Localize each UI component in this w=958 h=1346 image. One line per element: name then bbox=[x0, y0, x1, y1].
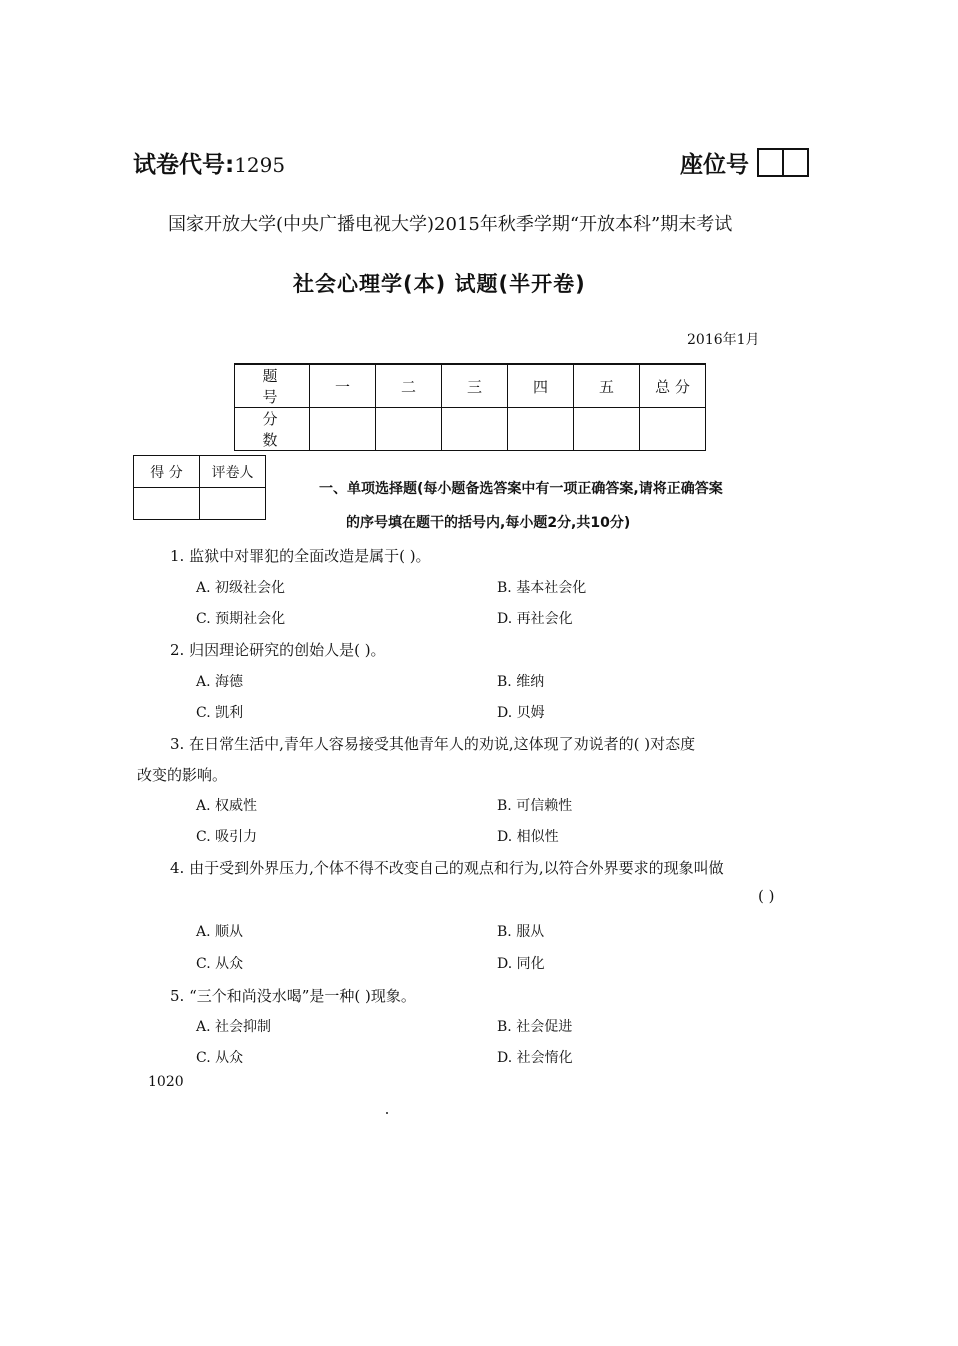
grader-table-score-label: 得 分 bbox=[134, 456, 200, 488]
page-number: 1020 bbox=[148, 1074, 184, 1090]
score-table-col: 一 bbox=[310, 364, 376, 408]
score-table-header-row bbox=[235, 364, 706, 408]
grader-name-cell bbox=[200, 488, 266, 520]
question-option: C. 凯利 bbox=[196, 705, 244, 721]
section-one-heading: 一、单项选择题(每小题备选答案中有一项正确答案,请将正确答案 bbox=[319, 481, 723, 497]
score-cell bbox=[310, 408, 376, 451]
score-table-row2-header: 分 数 bbox=[235, 408, 310, 451]
score-table-score-row bbox=[235, 408, 706, 451]
question-option: A. 权威性 bbox=[196, 798, 258, 814]
question-option: B. 基本社会化 bbox=[497, 580, 587, 596]
score-table-col: 总 分 bbox=[640, 364, 706, 408]
score-cell bbox=[442, 408, 508, 451]
question-stem-continued: 改变的影响。 bbox=[137, 766, 228, 784]
seat-box bbox=[782, 150, 807, 175]
question-stem: 1. 监狱中对罪犯的全面改造是属于( )。 bbox=[170, 547, 431, 565]
question-option: B. 社会促进 bbox=[497, 1019, 573, 1035]
score-table-col: 五 bbox=[574, 364, 640, 408]
score-table-row1-header: 题 号 bbox=[235, 364, 310, 408]
question-option: D. 社会惰化 bbox=[497, 1050, 573, 1066]
exam-date: 2016年1月 bbox=[687, 332, 760, 348]
paper-code-label: 试卷代号: bbox=[133, 152, 235, 178]
question-option: D. 相似性 bbox=[497, 829, 559, 845]
question-option: D. 贝姆 bbox=[497, 705, 545, 721]
section-one-heading-cont: 的序号填在题干的括号内,每小题2分,共10分) bbox=[346, 515, 631, 531]
question-option: C. 预期社会化 bbox=[196, 611, 286, 627]
score-cell bbox=[640, 408, 706, 451]
question-option: C. 从众 bbox=[196, 1050, 244, 1066]
university-line: 国家开放大学(中央广播电视大学)2015年秋季学期“开放本科”期末考试 bbox=[168, 214, 733, 235]
question-option: C. 吸引力 bbox=[196, 829, 258, 845]
question-stem: 2. 归因理论研究的创始人是( )。 bbox=[170, 641, 386, 659]
question-stem: 5. “三个和尚没水喝”是一种( )现象。 bbox=[170, 987, 416, 1005]
question-option: D. 再社会化 bbox=[497, 611, 573, 627]
seat-box bbox=[759, 150, 782, 175]
seat-number-boxes bbox=[757, 148, 809, 177]
question-stem-continued: ( ) bbox=[758, 887, 775, 905]
question-option: A. 海德 bbox=[196, 674, 244, 690]
paper-code bbox=[133, 146, 285, 179]
grader-table-grader-label: 评卷人 bbox=[200, 456, 266, 488]
exam-title: 社会心理学(本) 试题(半开卷) bbox=[293, 272, 586, 296]
question-option: B. 维纳 bbox=[497, 674, 545, 690]
score-cell bbox=[376, 408, 442, 451]
question-option: B. 服从 bbox=[497, 924, 545, 940]
grader-table bbox=[133, 455, 266, 520]
paper-code-number: 1295 bbox=[234, 153, 286, 177]
score-table-col: 二 bbox=[376, 364, 442, 408]
question-stem: 3. 在日常生活中,青年人容易接受其他青年人的劝说,这体现了劝说者的( )对态度 bbox=[170, 735, 696, 753]
question-option: C. 从众 bbox=[196, 956, 244, 972]
score-table bbox=[234, 363, 706, 451]
score-table-col: 三 bbox=[442, 364, 508, 408]
score-cell bbox=[508, 408, 574, 451]
question-option: B. 可信赖性 bbox=[497, 798, 573, 814]
scan-speck bbox=[386, 1112, 388, 1114]
seat-number-label: 座位号 bbox=[680, 152, 749, 178]
score-cell bbox=[574, 408, 640, 451]
question-option: D. 同化 bbox=[497, 956, 545, 972]
question-option: A. 顺从 bbox=[196, 924, 244, 940]
score-table-col: 四 bbox=[508, 364, 574, 408]
question-option: A. 社会抑制 bbox=[196, 1019, 272, 1035]
question-option: A. 初级社会化 bbox=[196, 580, 286, 596]
grader-score-cell bbox=[134, 488, 200, 520]
question-stem: 4. 由于受到外界压力,个体不得不改变自己的观点和行为,以符合外界要求的现象叫做 bbox=[170, 859, 724, 877]
